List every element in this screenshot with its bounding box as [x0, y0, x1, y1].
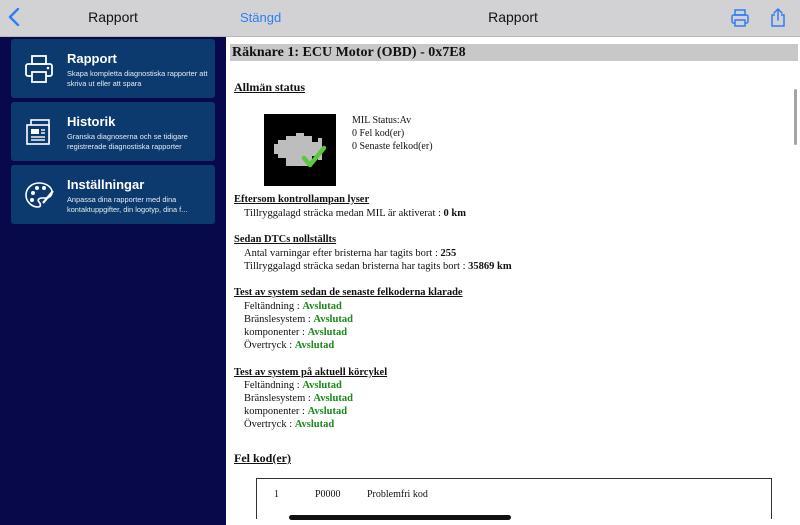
share-icon[interactable]	[768, 8, 788, 28]
test-row	[244, 327, 347, 338]
sidebar-item-description: Granska diagnoserna och se tidigare registrerade diagnostiska rapporter	[67, 132, 188, 151]
sidebar-item-historik[interactable]	[11, 102, 215, 161]
printer-icon	[23, 53, 55, 85]
last-fault-code-count: 0 Senaste felkod(er)	[352, 141, 433, 152]
report-header	[226, 0, 800, 37]
mil-distance-line	[244, 208, 466, 219]
test-row	[244, 340, 334, 351]
general-status-heading: Allmän status	[234, 80, 306, 94]
mil-distance-value: 0 km	[443, 208, 467, 219]
page-title: Rapport	[488, 9, 538, 25]
dtc-distance-value: 35869 km	[468, 261, 512, 272]
scrollbar[interactable]	[794, 89, 797, 145]
warmups-label: Antal varningar efter bristerna har tagits bort :	[244, 248, 441, 259]
warmups-line	[244, 248, 456, 259]
test-status: Avslutad	[313, 393, 353, 404]
test-row	[244, 301, 342, 312]
test-status: Avslutad	[307, 406, 348, 417]
dtc-section-heading: Sedan DTCs nollställts	[234, 234, 337, 245]
test-status: Avslutad	[294, 419, 335, 430]
report-title: Räknare 1: ECU Motor (OBD) - 0x7E8	[230, 44, 798, 61]
test-label: Övertryck :	[244, 340, 295, 351]
sidebar-item-installningar[interactable]	[11, 165, 215, 224]
document-icon	[23, 116, 55, 148]
test-row	[244, 393, 353, 404]
test-row	[244, 314, 353, 325]
sidebar-item-description: Skapa kompletta diagnostiska rapporter att skriva ut eller att spara	[67, 69, 208, 88]
sidebar	[0, 0, 226, 525]
dtc-distance-label: Tillryggalagd sträcka sedan bristerna har tagits bort :	[244, 261, 469, 272]
warmups-value: 255	[440, 248, 457, 259]
sidebar-title: Rapport	[88, 9, 138, 25]
test-status: Avslutad	[294, 340, 335, 351]
report-view	[226, 0, 800, 525]
dtc-distance-line	[244, 261, 512, 272]
fault-code-table	[256, 478, 772, 519]
test-current-cycle-heading: Test av system på aktuell körcykel	[234, 367, 388, 378]
test-row	[244, 406, 347, 417]
fault-description: Problemfri kod	[367, 489, 428, 500]
sidebar-item-description: Anpassa dina rapporter med dina kontaktuppgifter, din logotyp, dina f...	[67, 195, 188, 214]
mil-section-heading: Eftersom kontrollampan lyser	[234, 194, 370, 205]
fault-code: P0000	[315, 489, 341, 500]
test-status: Avslutad	[302, 380, 342, 391]
test-status: Avslutad	[307, 327, 348, 338]
test-label: komponenter :	[244, 406, 308, 417]
test-status: Avslutad	[313, 314, 353, 325]
mil-status: MIL Status:Av	[352, 115, 412, 126]
test-label: komponenter :	[244, 327, 308, 338]
engine-ok-icon	[264, 114, 336, 186]
report-content[interactable]	[226, 37, 800, 525]
test-label: Feltändning :	[244, 380, 303, 391]
test-row	[244, 419, 334, 430]
test-label: Bränslesystem :	[244, 393, 314, 404]
fault-codes-heading: Fel kod(er)	[234, 451, 291, 465]
test-status: Avslutad	[302, 301, 342, 312]
fault-code-count: 0 Fel kod(er)	[352, 128, 405, 139]
close-button[interactable]: Stängd	[240, 10, 282, 25]
sidebar-item-title: Historik	[67, 114, 116, 129]
test-label: Övertryck :	[244, 419, 295, 430]
test-label: Bränslesystem :	[244, 314, 314, 325]
test-since-clear-heading: Test av system sedan de senaste felkoderna klarade	[234, 287, 463, 298]
sidebar-item-title: Rapport	[67, 51, 117, 66]
home-indicator[interactable]	[289, 515, 511, 520]
palette-icon	[23, 179, 55, 211]
sidebar-item-title: Inställningar	[67, 177, 145, 192]
mil-distance-label: Tillryggalagd sträcka medan MIL är aktiverat :	[244, 208, 444, 219]
print-icon[interactable]	[730, 8, 750, 28]
test-label: Feltändning :	[244, 301, 303, 312]
sidebar-item-rapport[interactable]	[11, 39, 215, 98]
fault-index: 1	[274, 489, 279, 500]
sidebar-header	[0, 0, 226, 37]
test-row	[244, 380, 342, 391]
